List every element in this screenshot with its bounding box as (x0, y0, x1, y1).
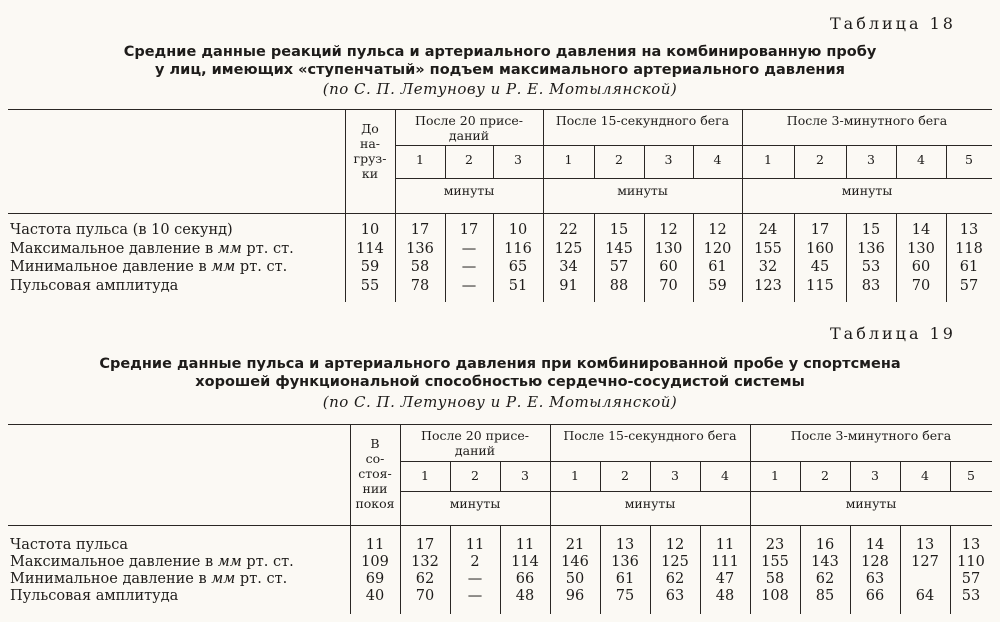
unit-text: мм (217, 554, 242, 570)
table-cell: 12 (665, 537, 685, 553)
minutes-label: минуты (449, 496, 501, 511)
row-label-text: Пульсовая амплитуда (10, 277, 179, 294)
table-cell: 88 (609, 277, 629, 294)
minute-number: 2 (621, 468, 629, 483)
table-cell: 10 (360, 222, 380, 238)
minutes-label: минуты (617, 183, 668, 198)
row-label-text: Минимальное давление в (10, 571, 212, 587)
table-cell: 136 (857, 240, 885, 257)
row-label (10, 554, 294, 571)
minute-number: 2 (465, 152, 473, 167)
subheader-rule (400, 461, 992, 462)
table-cell: 16 (815, 537, 835, 553)
table-cell: 130 (654, 240, 683, 257)
subheader-rule (400, 491, 992, 492)
row-label (10, 278, 178, 295)
unit-text: мм (211, 259, 236, 275)
table-cell: 145 (605, 240, 633, 257)
minutes-label: минуты (841, 183, 893, 198)
table-cell: 11 (365, 537, 385, 553)
table-cell: 78 (410, 277, 430, 294)
table-cell: 12 (708, 222, 727, 238)
table-title-line1: Средние данные пульса и артериального давления при комбинированной пробе у спортсмена (99, 356, 901, 372)
table-cell: 17 (810, 222, 830, 238)
table-cell: 13 (915, 537, 935, 553)
table-cell: 24 (758, 222, 778, 238)
table-cell: 11 (465, 537, 485, 553)
table-cell: 136 (406, 240, 434, 257)
minute-number: 4 (921, 468, 929, 483)
minute-number: 1 (421, 468, 429, 483)
table-cell: 47 (715, 571, 735, 587)
row-label (10, 537, 128, 554)
table-cell: 127 (911, 554, 939, 570)
table-cell: 57 (609, 259, 629, 275)
table-cell: 53 (961, 588, 981, 604)
table-cell: 13 (959, 222, 979, 238)
table-title-line2: у лиц, имеющих «ступенчатый» подъем максимального артериального давления (155, 62, 845, 78)
table-authors: (по С. П. Летунову и Р. Е. Мотылянской) (322, 393, 678, 411)
minute-number: 2 (471, 468, 479, 483)
table-cell: 53 (861, 259, 881, 275)
table-cell: 32 (758, 259, 778, 275)
table-cell: 62 (665, 571, 685, 587)
table-cell: 114 (356, 240, 384, 257)
row-label-text: Максимальное давление в (10, 554, 218, 570)
row-label-text: рт. ст. (241, 240, 294, 257)
table-cell: 160 (806, 240, 834, 257)
table-cell: 50 (565, 571, 585, 587)
table-cell: 109 (361, 554, 389, 570)
table-cell: 75 (615, 588, 635, 604)
column-group-header: После 20 присе- даний (415, 113, 523, 143)
table-cell: 51 (508, 277, 528, 294)
table-cell: 70 (659, 277, 678, 294)
table-cell: 57 (961, 571, 981, 587)
table-cell: 34 (559, 259, 578, 275)
table-cell: 118 (955, 240, 983, 257)
table-cell: 66 (865, 588, 885, 604)
table-cell: 85 (815, 588, 835, 604)
table-title-line2: хорошей функциональной способностью сердечно-сосудистой системы (195, 374, 805, 390)
table-cell: 12 (659, 222, 678, 238)
minute-number: 5 (967, 468, 975, 483)
table-cell: 61 (615, 571, 635, 587)
table-authors: (по С. П. Летунову и Р. Е. Мотылянской) (322, 80, 678, 98)
row-label-text: рт. ст. (235, 571, 288, 587)
minute-number: 2 (816, 152, 824, 167)
minute-number: 4 (721, 468, 729, 483)
minutes-label: минуты (845, 496, 897, 511)
row-label-text: Частота пульса (10, 537, 129, 553)
table-cell: 96 (565, 588, 585, 604)
table-cell: 115 (806, 277, 834, 294)
table-cell: 23 (765, 537, 785, 553)
row-label-text: Частота пульса (в 10 секунд) (10, 222, 233, 238)
minute-number: 3 (671, 468, 679, 483)
column-header-baseline: В со- стоя- нии покоя (355, 436, 395, 511)
minute-number: 1 (571, 468, 579, 483)
row-label (10, 259, 287, 276)
table-top-rule (8, 109, 992, 110)
table-cell: 14 (911, 222, 931, 238)
minute-number: 2 (615, 152, 623, 167)
table-cell: 22 (559, 222, 578, 238)
row-label-text: Максимальное давление в (10, 240, 218, 257)
table-cell: 63 (865, 571, 885, 587)
row-label (10, 571, 287, 588)
table-cell: 17 (415, 537, 435, 553)
minute-number: 5 (965, 152, 973, 167)
table-cell: — (461, 240, 477, 257)
table-cell: 65 (508, 259, 528, 275)
table-cell: 116 (504, 240, 532, 257)
table-cell: 60 (911, 259, 931, 275)
table-cell: — (461, 277, 477, 294)
table-cell: 155 (754, 240, 782, 257)
table-cell: 11 (715, 537, 735, 553)
table-cell: 45 (810, 259, 830, 275)
minute-number: 3 (867, 152, 875, 167)
table-cell: 66 (515, 571, 535, 587)
row-label-text: Минимальное давление в (10, 259, 212, 275)
table-cell: 15 (861, 222, 881, 238)
subheader-rule (395, 178, 992, 179)
table-cell: 61 (959, 259, 979, 275)
table-cell: 11 (515, 537, 535, 553)
minutes-label: минуты (443, 183, 495, 198)
minute-number: 3 (521, 468, 529, 483)
table-cell: 13 (615, 537, 635, 553)
table-header-rule (8, 213, 992, 214)
row-label-text: Пульсовая амплитуда (10, 588, 179, 604)
table-cell: 10 (508, 222, 528, 238)
table-cell: 114 (511, 554, 539, 570)
table-cell: 128 (861, 554, 889, 570)
unit-text: мм (217, 240, 242, 257)
table-cell: 91 (559, 277, 578, 294)
minute-number: 3 (664, 152, 673, 167)
table-cell: 120 (703, 240, 732, 257)
table-label: Таблица 18 (830, 14, 956, 33)
table-cell: 17 (410, 222, 430, 238)
minute-number: 1 (764, 152, 772, 167)
table-cell: 61 (708, 259, 727, 275)
table-title-line1: Средние данные реакций пульса и артериального давления на комбинированную пробу (123, 44, 877, 60)
table-cell: 125 (661, 554, 689, 570)
table-cell: 13 (961, 537, 981, 553)
table-cell: 70 (911, 277, 931, 294)
table-cell: 155 (761, 554, 789, 570)
table-cell: 17 (459, 222, 479, 238)
table-cell: — (461, 259, 477, 275)
minute-number: 1 (564, 152, 573, 167)
table-cell: 108 (761, 588, 789, 604)
table-cell: 130 (907, 240, 935, 257)
table-cell: 125 (554, 240, 583, 257)
table-cell: 21 (565, 537, 585, 553)
table-cell: 57 (959, 277, 979, 294)
table-cell: 146 (561, 554, 589, 570)
table-cell: 136 (611, 554, 639, 570)
minute-number: 4 (713, 152, 722, 167)
column-group-header: После 20 присе- даний (421, 428, 529, 458)
minute-number: 2 (821, 468, 829, 483)
minute-number: 1 (416, 152, 424, 167)
table-cell: 58 (765, 571, 785, 587)
row-label (10, 241, 294, 258)
table-cell: 132 (411, 554, 439, 570)
table-cell: 40 (365, 588, 385, 604)
table-cell: 2 (470, 554, 480, 570)
row-label-text: рт. ст. (235, 259, 288, 275)
table-cell: 59 (708, 277, 727, 294)
minute-number: 4 (917, 152, 925, 167)
table-cell: 62 (815, 571, 835, 587)
table-cell: 62 (415, 571, 435, 587)
table-cell: 110 (957, 554, 985, 570)
minutes-label: минуты (624, 496, 676, 511)
table-cell: — (467, 571, 483, 587)
column-header-baseline: До на- груз- ки (353, 121, 387, 181)
table-cell: 55 (360, 277, 380, 294)
table-cell: 123 (754, 277, 782, 294)
row-label (10, 588, 178, 605)
column-group-header: После 15-секундного бега (555, 113, 730, 128)
table-cell: 15 (609, 222, 629, 238)
table-cell: 83 (861, 277, 881, 294)
table-cell: 70 (415, 588, 435, 604)
column-group-header: После 3-минутного бега (790, 428, 952, 443)
table-cell: 111 (711, 554, 739, 570)
table-cell: 64 (915, 588, 935, 604)
table-cell: 60 (659, 259, 678, 275)
table-cell: 48 (715, 588, 735, 604)
table-cell: 69 (365, 571, 385, 587)
minute-number: 3 (514, 152, 522, 167)
unit-text: мм (211, 571, 236, 587)
minute-number: 3 (871, 468, 879, 483)
table-cell: 14 (865, 537, 885, 553)
table-label: Таблица 19 (830, 324, 956, 343)
table-cell: 58 (410, 259, 430, 275)
table-cell: 48 (515, 588, 535, 604)
column-group-header: После 15-секундного бега (563, 428, 737, 443)
minute-number: 1 (771, 468, 779, 483)
table-top-rule (8, 424, 992, 425)
row-label (10, 222, 233, 239)
row-label-text: рт. ст. (241, 554, 294, 570)
table-cell: 63 (665, 588, 685, 604)
table-cell: — (467, 588, 483, 604)
table-cell: 59 (360, 259, 380, 275)
column-group-header: После 3-минутного бега (786, 113, 948, 128)
table-cell: 143 (811, 554, 839, 570)
